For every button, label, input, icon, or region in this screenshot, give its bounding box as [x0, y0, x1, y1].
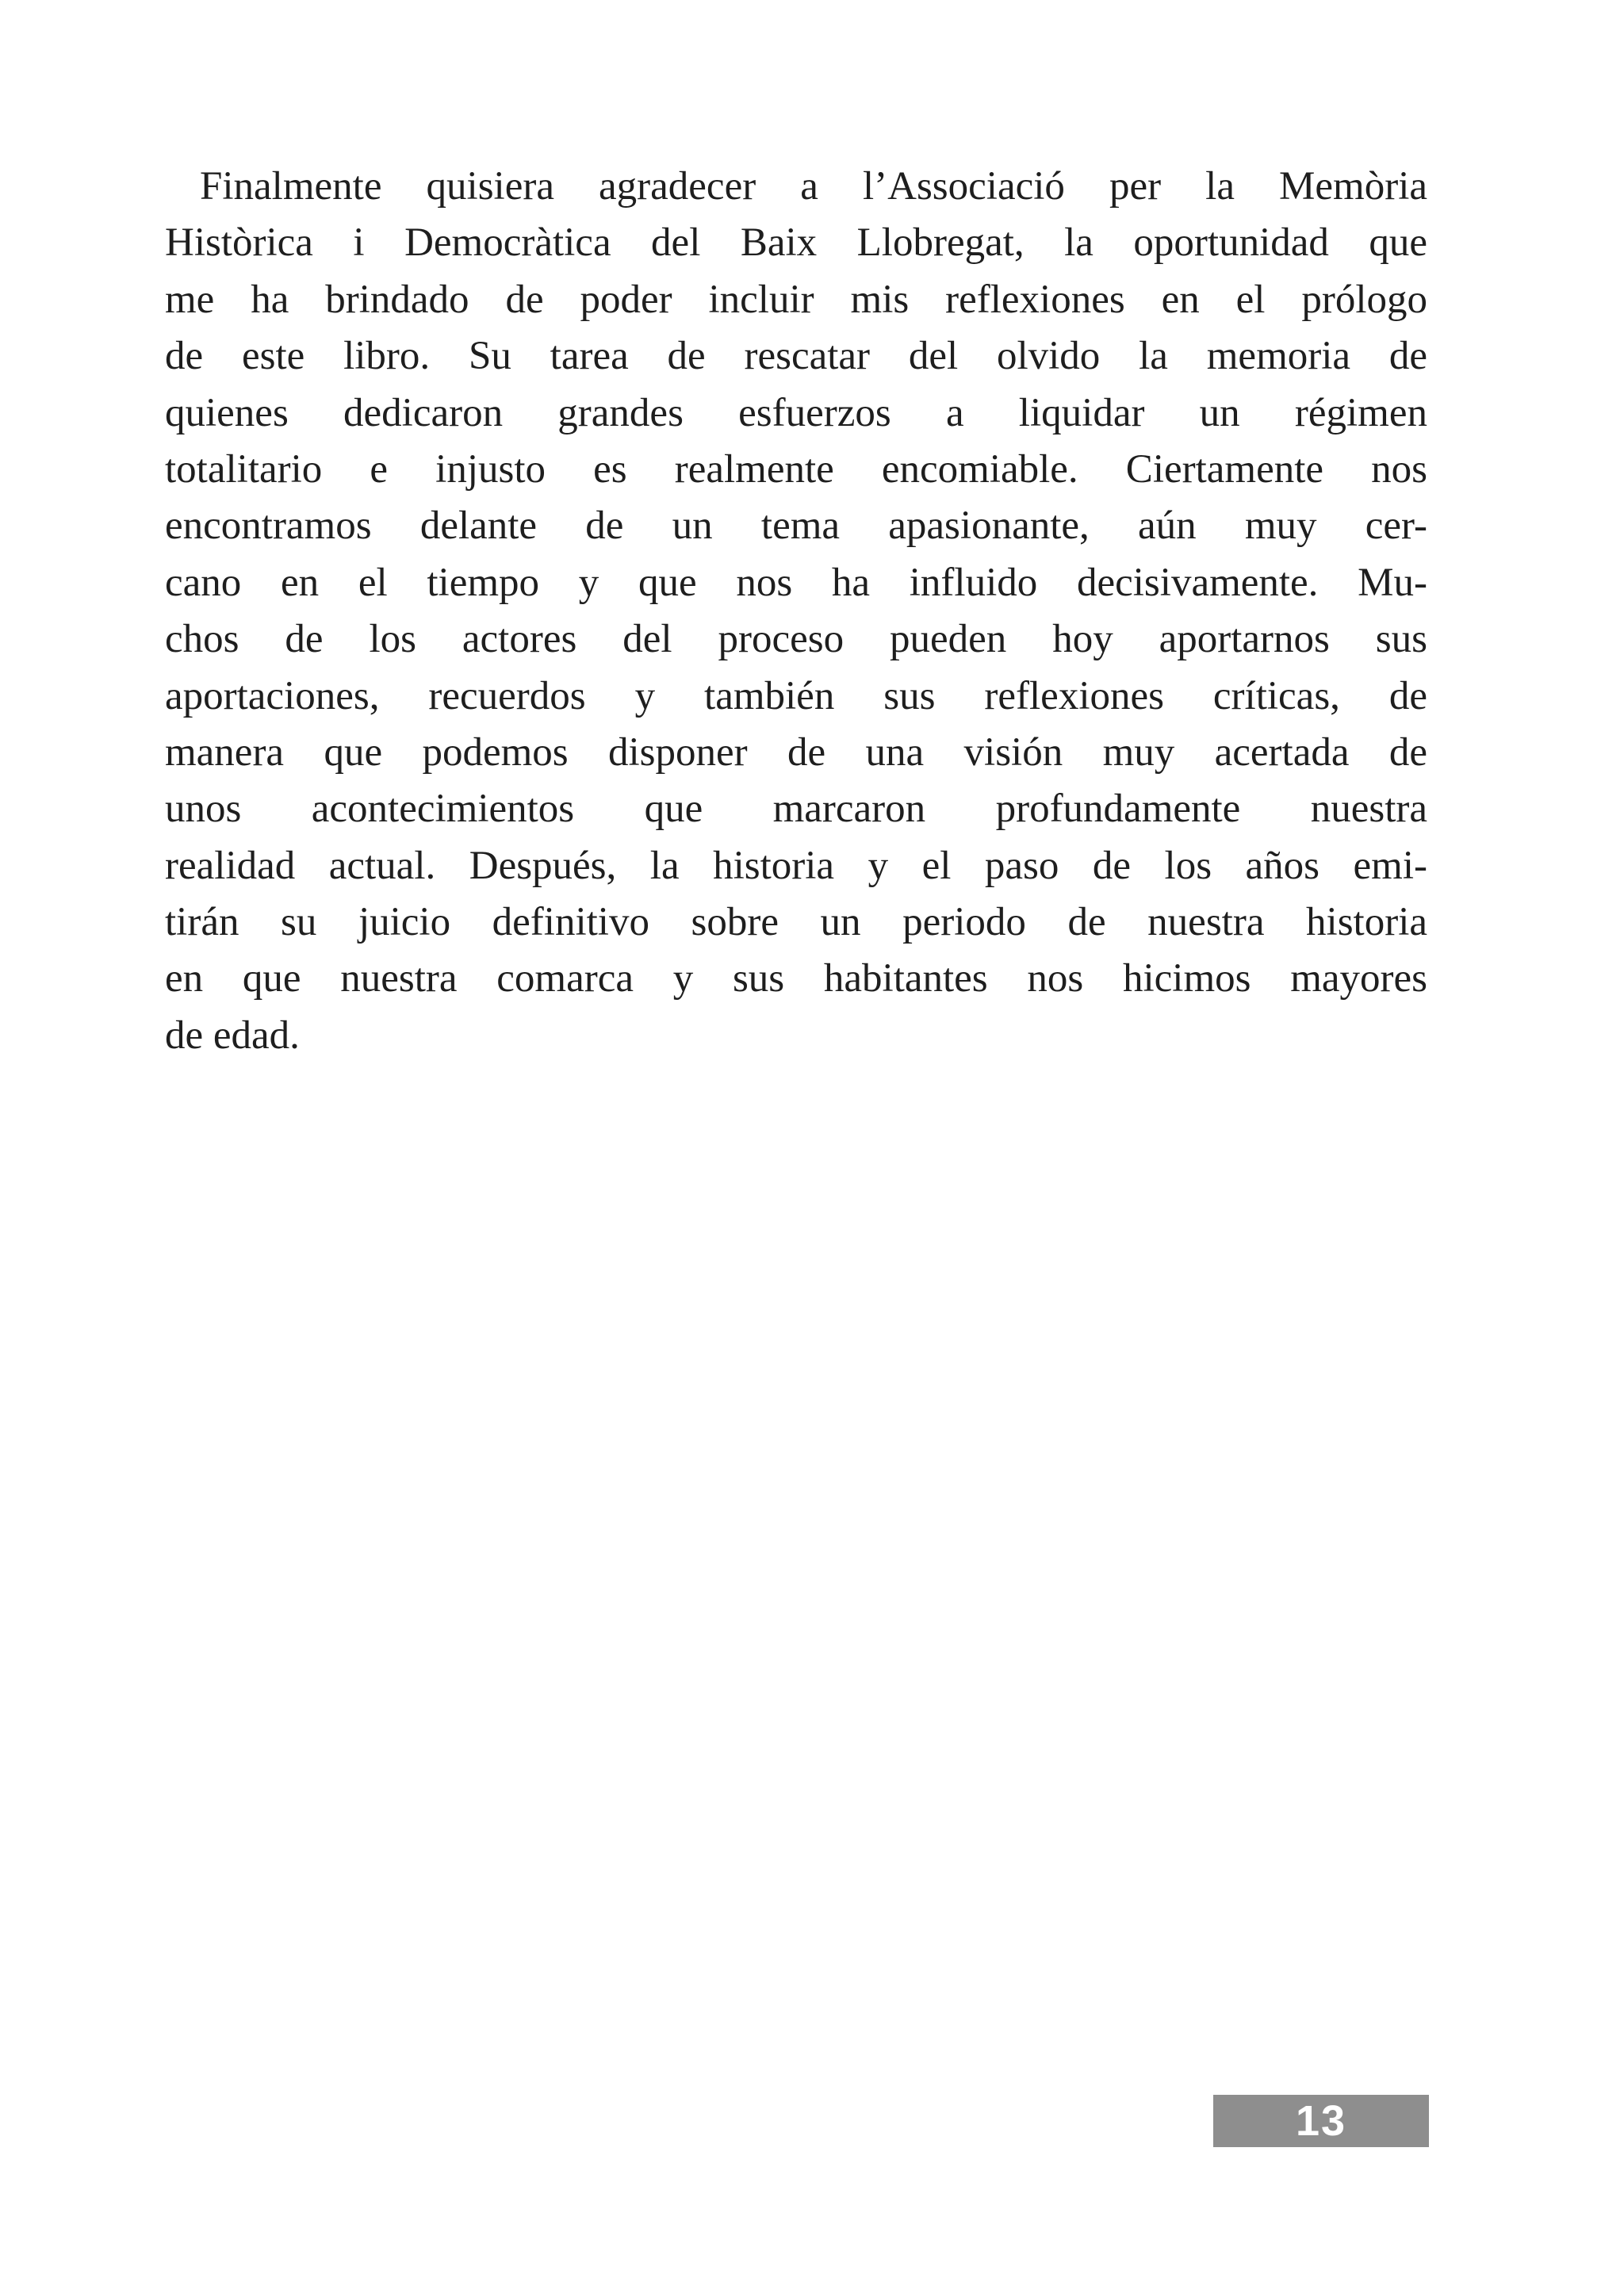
paragraph-line-6: totalitario e injusto es realmente encomiable. Ciertamente nos: [165, 446, 1427, 492]
paragraph-line-5: quienes dedicaron grandes esfuerzos a liquidar un régimen: [165, 390, 1427, 435]
page-number-badge: 13: [1213, 2095, 1429, 2147]
paragraph-line-8: cano en el tiempo y que nos ha influido decisivamente. Mu-: [165, 560, 1427, 605]
paragraph-line-11: manera que podemos disponer de una visión muy acertada de: [165, 729, 1427, 775]
paragraph-line-7: encontramos delante de un tema apasionante, aún muy cer-: [165, 503, 1427, 549]
body-paragraph: [165, 159, 1427, 1064]
paragraph-line-15: en que nuestra comarca y sus habitantes nos hicimos mayores: [165, 956, 1427, 1001]
paragraph-line-3: me ha brindado de poder incluir mis reflexiones en el prólogo: [165, 277, 1427, 322]
paragraph-line-10: aportaciones, recuerdos y también sus reflexiones críticas, de: [165, 673, 1427, 718]
paragraph-line-14: tirán su juicio definitivo sobre un periodo de nuestra historia: [165, 900, 1427, 945]
paragraph-line-2: Històrica i Democràtica del Baix Llobregat, la oportunidad que: [165, 220, 1427, 266]
paragraph-line-9: chos de los actores del proceso pueden hoy aportarnos sus: [165, 617, 1427, 662]
paragraph-line-4: de este libro. Su tarea de rescatar del olvido la memoria de: [165, 334, 1427, 379]
paragraph-line-12: unos acontecimientos que marcaron profundamente nuestra: [165, 787, 1427, 832]
paragraph-line-13: realidad actual. Después, la historia y el paso de los años emi-: [165, 843, 1427, 888]
paragraph-line-16: de edad.: [165, 1013, 300, 1058]
paragraph-line-1: Finalmente quisiera agradecer a l’Associació per la Memòria: [200, 164, 1427, 209]
